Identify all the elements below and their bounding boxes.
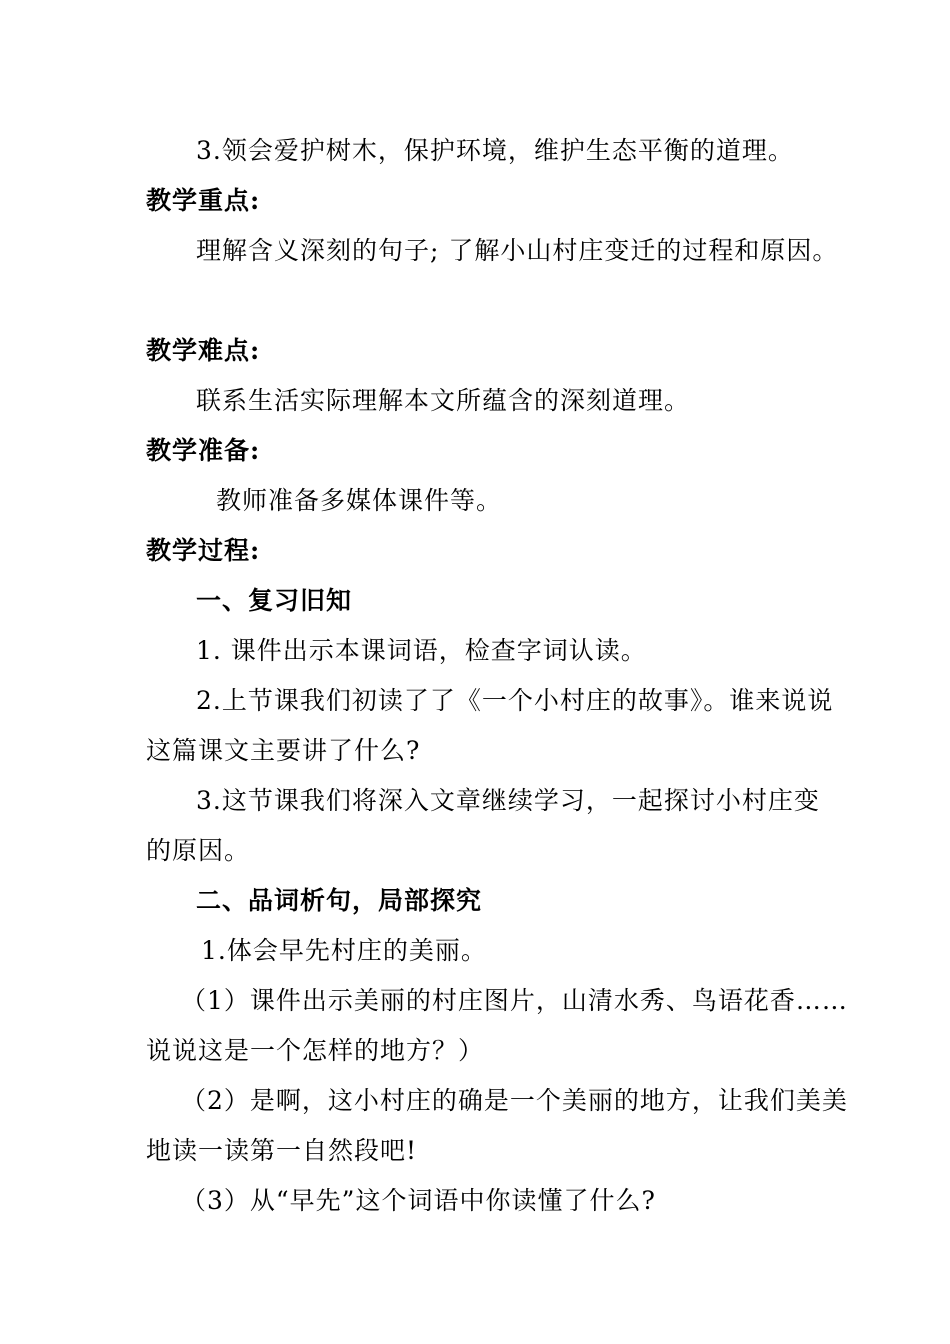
- section-2-item-1: 1.体会早先村庄的美丽。: [201, 936, 487, 965]
- sub-item-1-line-1: （1）课件出示美丽的村庄图片，山清水秀、鸟语花香……: [181, 986, 848, 1015]
- sub-item-3: （3）从“早先”这个词语中你读懂了什么?: [181, 1186, 656, 1215]
- section-1-item-2-line-2: 这篇课文主要讲了什么?: [146, 736, 421, 765]
- sub-item-2-line-2: 地读一读第一自然段吧!: [146, 1136, 418, 1165]
- section-1-item-2-line-1: 2.上节课我们初读了了《一个小村庄的故事》。谁来说说: [196, 686, 834, 715]
- process-heading: 教学过程:: [146, 536, 261, 565]
- section-2-heading: 二、品词析句，局部探究: [196, 886, 483, 915]
- key-points-text: 理解含义深刻的句子; 了解小山村庄变迁的过程和原因。: [196, 236, 839, 265]
- section-1-item-3-line-2: 的原因。: [146, 836, 251, 865]
- key-points-heading: 教学重点:: [146, 186, 261, 215]
- sub-item-1-line-2: 说说这是一个怎样的地方？）: [146, 1036, 485, 1065]
- objective-3: 3.领会爱护树木，保护环境，维护生态平衡的道理。: [196, 136, 794, 165]
- section-1-heading: 一、复习旧知: [196, 586, 353, 615]
- difficulties-text: 联系生活实际理解本文所蕴含的深刻道理。: [196, 386, 691, 415]
- section-1-item-3-line-1: 3.这节课我们将深入文章继续学习，一起探讨小村庄变: [196, 786, 820, 815]
- preparation-heading: 教学准备:: [146, 436, 261, 465]
- section-1-item-1: 1. 课件出示本课词语，检查字词认读。: [196, 636, 647, 665]
- sub-item-2-line-1: （2）是啊，这小村庄的确是一个美丽的地方，让我们美美: [181, 1086, 848, 1115]
- difficulties-heading: 教学难点:: [146, 336, 261, 365]
- preparation-text: 教师准备多媒体课件等。: [216, 486, 503, 515]
